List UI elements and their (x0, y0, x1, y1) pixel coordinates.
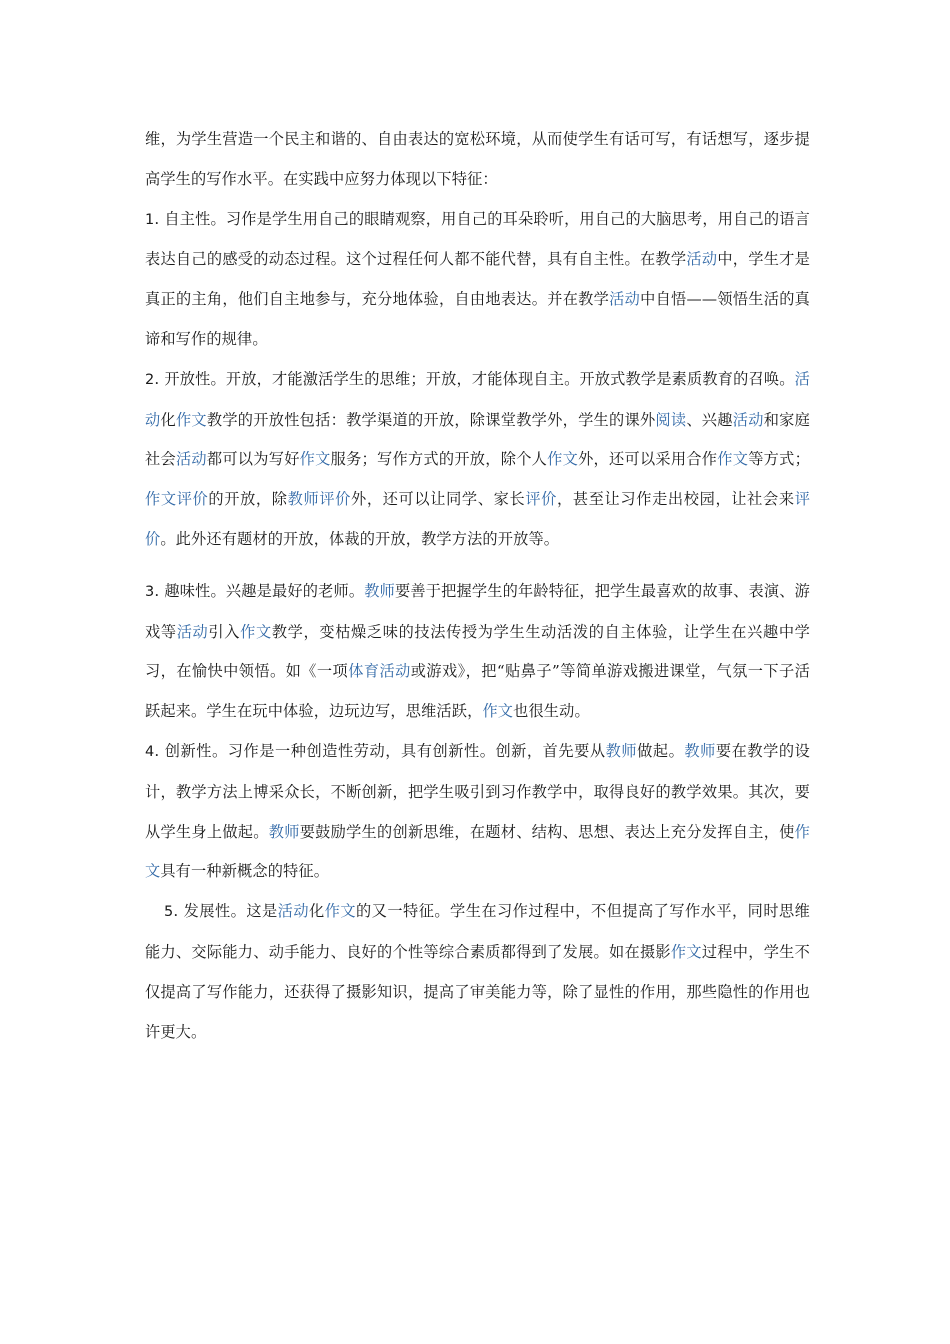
text-run: 的开放，除 (208, 490, 288, 509)
text-run: . 开放性。开放，才能激活学生的思维；开放，才能体现自主。开放式教学是素质教育的召唤。 (154, 369, 795, 388)
text-run: 都可以为写好 (206, 450, 300, 469)
keyword-link[interactable]: 活动 (145, 369, 810, 429)
text-run: 服务；写作方式的开放，除个人 (330, 450, 548, 469)
keyword-link[interactable]: 教师评价 (287, 490, 352, 509)
text-run: 教学的开放性包括：教学渠道的开放，除课堂教学外，学生的课外 (206, 410, 656, 429)
text-run: 做起。 (637, 741, 685, 760)
paragraph-p2 (145, 360, 810, 560)
text-run: 要在教学的设计，教学方法上博采众长，不断创新，把学生吸引到习作教学中，取得良好的教学效果。其次，要从学生身上做起。 (145, 741, 810, 841)
keyword-link[interactable]: 作文 (482, 702, 514, 721)
text-run: . 趣味性。兴趣是最好的老师。 (154, 581, 365, 600)
text-run: 的又一特征。学生在习作过程中，不但提高了写作水平，同时思维能力、交际能力、动手能力、良好的个性等综合素质都得到了发展。如在摄影 (145, 902, 810, 961)
keyword-link[interactable]: 作文 (145, 822, 810, 881)
document-body (145, 120, 810, 1052)
text-run: 化 (160, 410, 176, 429)
keyword-link[interactable]: 阅读 (655, 410, 687, 429)
text-run: 中，学生才是真正的主角，他们自主地参与，充分地体验，自由地表达。并在教学 (145, 250, 810, 309)
text-run: 具有一种新概念的特征。 (160, 862, 330, 881)
text-run: 。此外还有题材的开放，体裁的开放，教学方法的开放等。 (160, 529, 560, 548)
paragraph-p0 (145, 120, 810, 200)
keyword-link[interactable]: 作文 (324, 902, 357, 921)
keyword-link[interactable]: 教师 (605, 741, 638, 760)
item-number: 1 (145, 211, 155, 228)
text-run: 要鼓励学生的创新思维，在题材、结构、思想、表达上充分发挥自主，使 (299, 822, 795, 841)
text-run: 等方式； (748, 450, 810, 469)
keyword-link[interactable]: 作文 (240, 622, 272, 641)
text-run: . 自主性。习作是学生用自己的眼睛观察，用自己的耳朵聆听，用自己的大脑思考，用自己的语言表达自己的感受的动态过程。这个过程任何人都不能代替，具有自主性。在教学 (145, 209, 810, 269)
text-run: 外，还可以采用合作 (578, 450, 718, 469)
keyword-link[interactable]: 活动 (732, 410, 764, 429)
item-number: 4 (145, 743, 155, 760)
keyword-link[interactable]: 活动 (175, 450, 207, 469)
text-run: 教学，变枯燥乏味的技法传授为学生生动活泼的自主体验，让学生在兴趣中学习，在愉快中领悟。如《一项 (145, 622, 811, 681)
text-run: 和家庭社会 (145, 410, 810, 469)
text-run: 维，为学生营造一个民主和谐的、自由表达的宽松环境，从而使学生有话可写，有话想写，逐步提高学生的写作水平。在实践中应努力体现以下特征： (145, 130, 810, 188)
keyword-link[interactable]: 体育活动 (348, 662, 411, 681)
item-number: 2 (145, 371, 155, 388)
paragraph-p1 (145, 200, 810, 360)
paragraph-p4 (145, 732, 810, 892)
text-run: 引入 (208, 622, 241, 641)
keyword-link[interactable]: 教师 (684, 741, 716, 760)
keyword-link[interactable]: 作文 (717, 450, 749, 469)
text-run: 或游戏》，把“贴鼻子”等简单游戏搬进课堂，气氛一下子活跃起来。学生在玩中体验，边玩边写，思维活跃， (145, 662, 811, 721)
keyword-link[interactable]: 作文 (670, 942, 702, 961)
text-run: 也很生动。 (513, 702, 590, 721)
text-run: 中自悟——领悟生活的真谛和写作的规律。 (145, 290, 811, 348)
keyword-link[interactable]: 作文评价 (145, 490, 209, 509)
keyword-link[interactable]: 评价 (525, 490, 558, 509)
text-run: . 发展性。这是 (173, 902, 278, 921)
text-run: 外，还可以让同学、家长 (351, 490, 526, 509)
text-run: 、兴趣 (686, 410, 733, 429)
keyword-link[interactable]: 教师 (268, 822, 300, 841)
keyword-link[interactable]: 活动 (609, 290, 641, 309)
keyword-link[interactable]: 活动 (176, 622, 209, 641)
text-run: 要善于把握学生的年龄特征，把学生最喜欢的故事、表演、游戏等 (145, 581, 810, 641)
paragraph-p3 (145, 572, 810, 732)
text-run: 过程中，学生不仅提高了写作能力，还获得了摄影知识，提高了审美能力等，除了显性的作用，那些隐性的作用也许更大。 (145, 942, 810, 1041)
keyword-link[interactable]: 评价 (145, 490, 811, 548)
keyword-link[interactable]: 作文 (175, 410, 207, 429)
item-number: 3 (145, 583, 155, 600)
keyword-link[interactable]: 作文 (299, 450, 331, 469)
keyword-link[interactable]: 作文 (547, 450, 579, 469)
item-number: 5 (164, 904, 174, 921)
text-run: ，甚至让习作走出校园，让社会来 (557, 490, 795, 509)
keyword-link[interactable]: 教师 (364, 581, 395, 600)
keyword-link[interactable]: 活动 (686, 250, 718, 269)
text-run: 化 (309, 902, 325, 921)
text-run: . 创新性。习作是一种创造性劳动，具有创新性。创新，首先要从 (154, 741, 606, 760)
paragraph-p5 (145, 892, 810, 1052)
keyword-link[interactable]: 活动 (277, 902, 310, 921)
